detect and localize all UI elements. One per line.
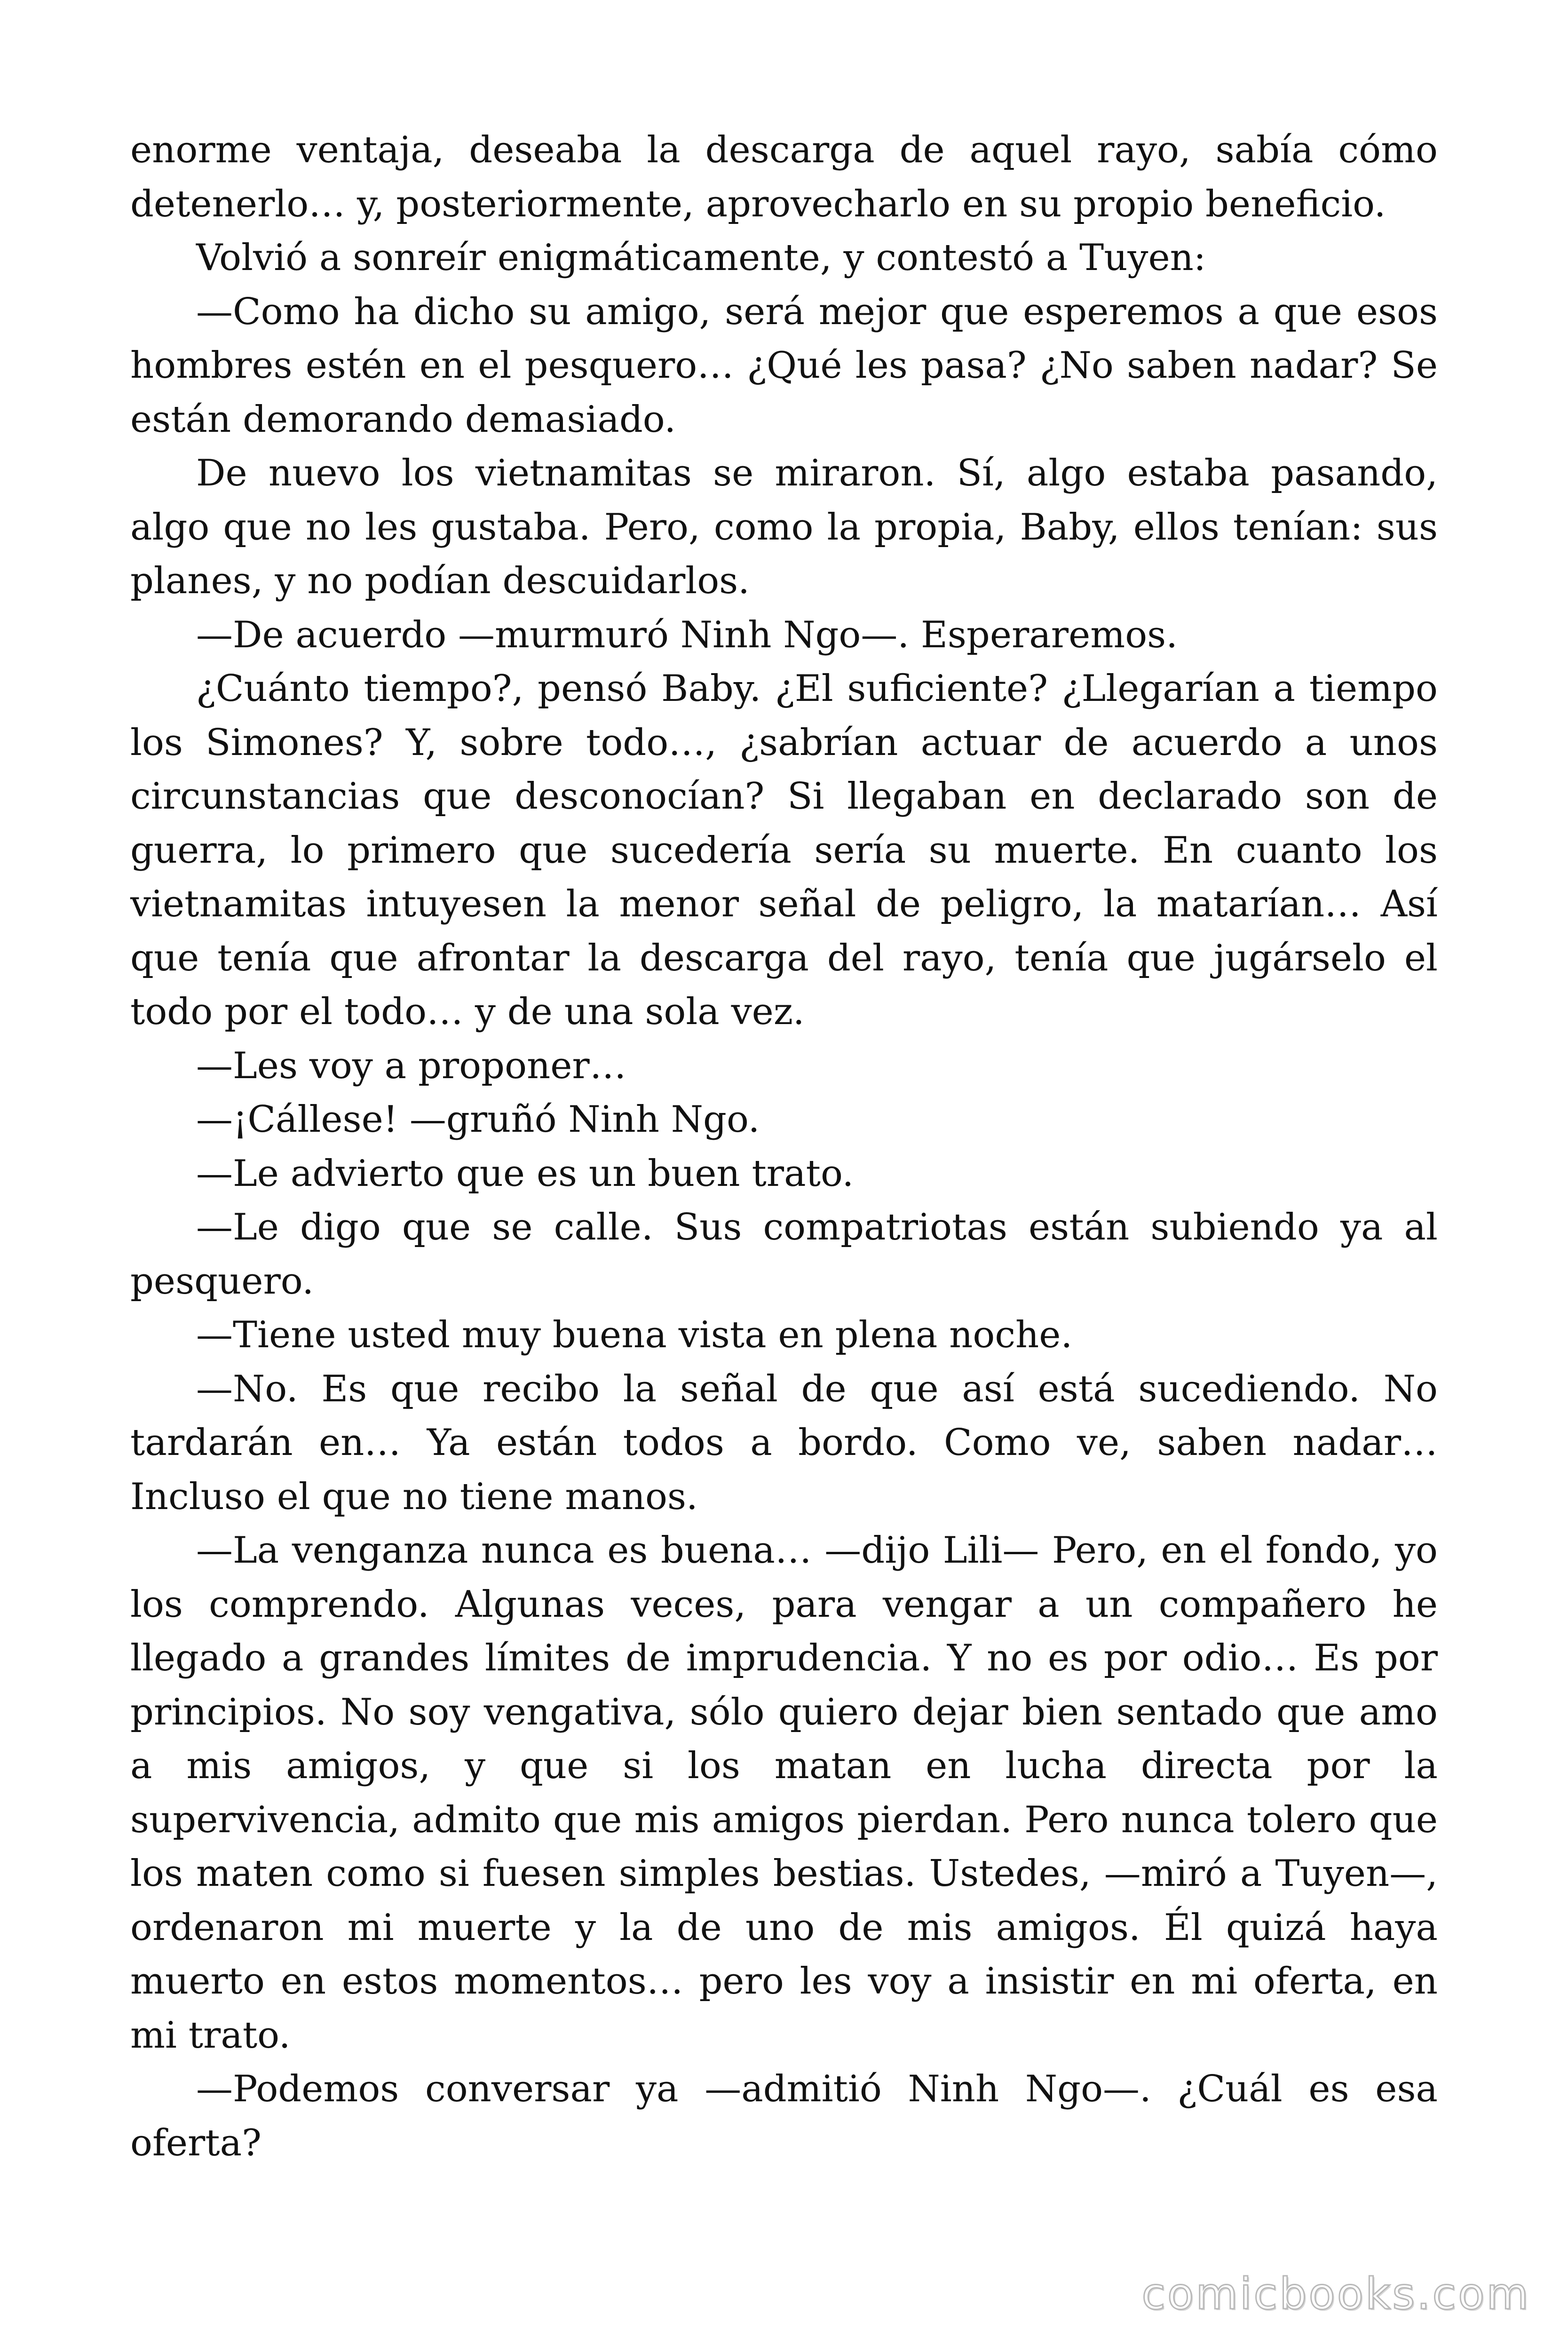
paragraph: —No. Es que recibo la señal de que así está sucediendo. No tardarán en… Ya están todos a bordo. Como ve, saben nadar… Incluso el que no tiene manos. [130, 1367, 1438, 1518]
paragraph: —Podemos conversar ya —admitió Ninh Ngo—. ¿Cuál es esa oferta? [130, 2068, 1438, 2164]
paragraph: —Como ha dicho su amigo, será mejor que esperemos a que esos hombres estén en el pesquero… ¿Qué les pasa? ¿No saben nadar? Se están demorando demasiado. [130, 290, 1438, 441]
paragraph: —Tiene usted muy buena vista en plena noche. [196, 1314, 1073, 1356]
paragraph: —Les voy a proponer… [196, 1044, 626, 1087]
paragraph: Volvió a sonreír enigmáticamente, y contestó a Tuyen: [196, 237, 1206, 279]
watermark-logo: comicbooks.com [1141, 2269, 1530, 2319]
paragraph: De nuevo los vietnamitas se miraron. Sí, algo estaba pasando, algo que no les gustaba. Pero, como la propia, Baby, ellos tenían: sus planes, y no podían descuidarlos. [130, 452, 1438, 602]
paragraph: ¿Cuánto tiempo?, pensó Baby. ¿El suficiente? ¿Llegarían a tiempo los Simones? Y, sobre todo…, ¿sabrían actuar de acuerdo a unos circunstancias que desconocían? Si llegaban en declarado son de guerra, lo primero que sucedería sería su muerte. En cuanto los vietnamitas intuyesen la menor señal de peligro, la matarían… Así que tenía que afrontar la descarga del rayo, tenía que jugárselo el todo por el todo… y de una sola vez. [130, 667, 1438, 1033]
paragraph: —De acuerdo —murmuró Ninh Ngo—. Esperaremos. [196, 613, 1178, 656]
paragraph: —Le advierto que es un buen trato. [196, 1152, 854, 1195]
paragraph: —¡Cállese! —gruñó Ninh Ngo. [196, 1098, 760, 1141]
book-page-text [130, 123, 1438, 2170]
paragraph: —La venganza nunca es buena… —dijo Lili— Pero, en el fondo, yo los comprendo. Algunas veces, para vengar a un compañero he llegado a grandes límites de imprudencia. Y no es por odio… Es por principios. No soy vengativa, sólo quiero dejar bien sentado que amo a mis amigos, y que si los matan en lucha directa por la supervivencia, admito que mis amigos pierdan. Pero nunca tolero que los maten como si fuesen simples bestias. Ustedes, —miró a Tuyen—, ordenaron mi muerte y la de uno de mis amigos. Él quizá haya muerto en estos momentos… pero les voy a insistir en mi oferta, en mi trato. [130, 1529, 1438, 2057]
paragraph: enorme ventaja, deseaba la descarga de aquel rayo, sabía cómo detenerlo… y, posteriormente, aprovecharlo en su propio beneficio. [130, 129, 1438, 225]
paragraph: —Le digo que se calle. Sus compatriotas están subiendo ya al pesquero. [130, 1206, 1438, 1303]
